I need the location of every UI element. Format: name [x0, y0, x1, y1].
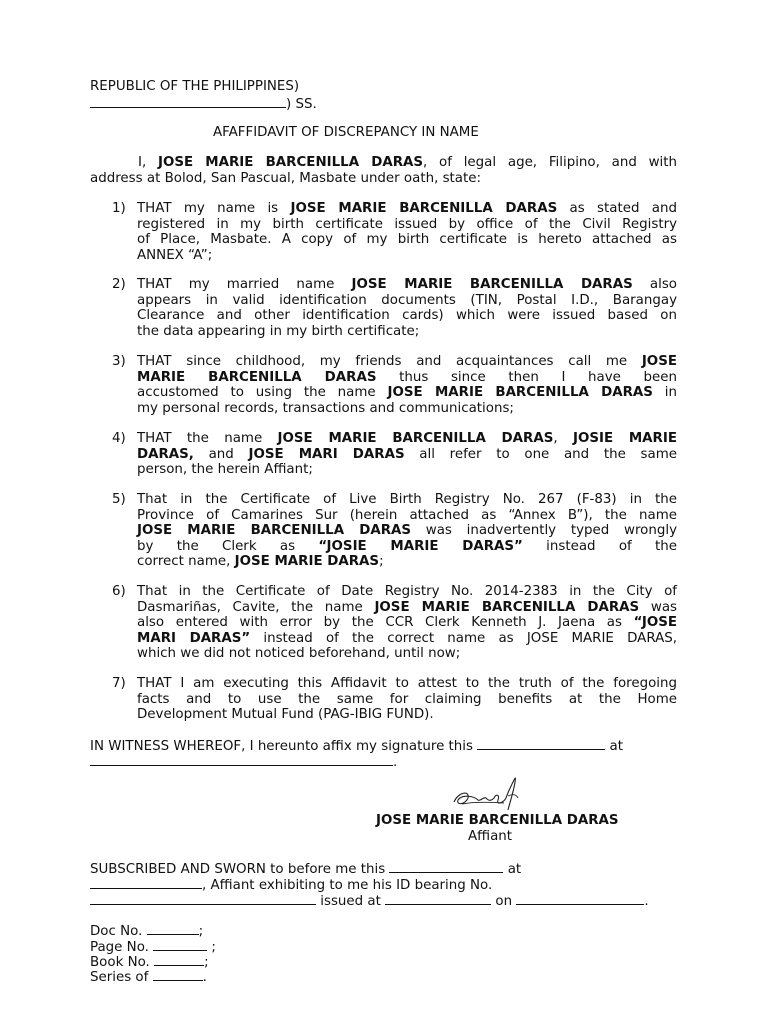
ss-line: [90, 95, 317, 113]
item-line: [137, 523, 677, 539]
item-line: [137, 462, 677, 478]
item-segment: THAT I am executing this Affidavit to attest to the truth of the foregoing: [137, 676, 677, 691]
item-segment: THAT the name: [137, 431, 278, 446]
intro-suffix: , of legal age, Filipino, and with: [423, 155, 677, 170]
book-no-label: Book No.: [90, 955, 155, 970]
witness-place-line: [90, 753, 397, 771]
sworn-line-1: [90, 860, 521, 878]
item-line: [137, 277, 677, 293]
bold-name: “JOSE: [633, 615, 677, 631]
document-title: [213, 125, 479, 141]
item-line: [137, 217, 677, 233]
item-segment: Dasmariñas, Cavite, the name: [137, 599, 375, 615]
republic-line: [90, 79, 299, 95]
affiant-role-line: [468, 829, 512, 845]
book-no-blank: [154, 953, 204, 966]
item-line: [137, 676, 677, 692]
item-segment: ;: [379, 554, 384, 570]
witness-at: at: [605, 739, 623, 754]
item-segment: all refer to one and the same: [404, 446, 677, 462]
item-segment: ANNEX “A”;: [137, 247, 213, 263]
doc-no-label: Doc No.: [90, 924, 147, 939]
bold-name: JOSE MARIE BARCENILLA DARAS: [351, 277, 633, 292]
item-segment: person, the herein Affiant;: [137, 462, 313, 478]
item-segment: in: [652, 385, 677, 401]
witness-end: .: [393, 755, 398, 770]
item-line: [137, 293, 677, 309]
intro-name: JOSE MARIE BARCENILLA DARAS: [157, 155, 424, 170]
item-segment: That in the Certificate of Live Birth Registry No. 267 (F-83) in the: [137, 492, 677, 507]
doc-no-end: ;: [198, 924, 204, 939]
item-line: [137, 401, 677, 417]
ss-text: ) SS.: [286, 97, 317, 112]
intro-line-1: [90, 155, 677, 171]
bold-name: JOSE MARIE BARCENILLA DARAS: [290, 201, 558, 216]
bold-name: JOSE MARIE BARCENILLA DARAS: [374, 599, 640, 615]
item-text: [137, 431, 677, 478]
issued-at-text: issued at: [316, 894, 386, 909]
item-line: [137, 447, 677, 463]
witness-line: [90, 737, 623, 755]
item-line: [137, 707, 677, 723]
item-segment: also: [632, 277, 677, 292]
item-segment: Province of Camarines Sur (herein attached as “Annex B”), the name: [137, 507, 677, 523]
republic-text: REPUBLIC OF THE PHILIPPINES): [90, 79, 300, 94]
item-line: [137, 370, 677, 386]
item-line: [137, 539, 677, 555]
item-line: [137, 492, 677, 508]
intro-line-2: address at Bolod, San Pascual, Masbate under oath, state:: [90, 170, 482, 186]
item-segment: Clearance and other identification cards) which were issued based on: [137, 308, 677, 324]
venue-blank: [90, 95, 286, 108]
item-segment: THAT since childhood, my friends and acquaintances call me: [137, 354, 642, 369]
sworn-id-text: , Affiant exhibiting to me his ID bearing No.: [202, 878, 493, 893]
item-text: [137, 492, 677, 570]
bold-name: MARI DARAS”: [137, 630, 251, 646]
item-segment: thus since then I have been: [376, 369, 677, 385]
sworn-end: .: [644, 894, 649, 909]
item-number: 2): [112, 277, 126, 292]
item-segment: ,: [553, 431, 573, 446]
affiant-name-line: [376, 813, 619, 829]
item-line: [137, 232, 677, 248]
series-blank: [153, 968, 203, 981]
item-segment: Development Mutual Fund (PAG-IBIG FUND).: [137, 707, 434, 723]
witness-date-blank: [477, 737, 605, 750]
item-segment: my personal records, transactions and communications;: [137, 400, 514, 416]
sworn-text: SUBSCRIBED AND SWORN to before me this: [90, 862, 386, 877]
id-number-blank: [90, 892, 316, 905]
witness-text: IN WITNESS WHEREOF, I hereunto affix my signature this: [90, 739, 473, 754]
item-line: [137, 354, 677, 370]
page-no-label: Page No.: [90, 940, 154, 955]
item-number: 7): [112, 676, 126, 691]
item-number: 3): [112, 354, 126, 369]
item-text: [137, 584, 677, 662]
item-line: [137, 248, 677, 264]
sworn-date-blank: [389, 860, 503, 873]
item-text: [137, 277, 677, 339]
item-line: [137, 554, 677, 570]
item-segment: which we did not noticed beforehand, until now;: [137, 646, 461, 662]
bold-name: JOSE: [641, 354, 677, 369]
bold-name: DARAS,: [137, 446, 194, 462]
item-line: [137, 431, 677, 447]
bold-name: MARIE BARCENILLA DARAS: [137, 369, 377, 385]
series-label: Series of: [90, 970, 153, 985]
bold-name: JOSE MARIE BARCENILLA DARAS: [277, 431, 554, 446]
item-segment: also entered with error by the CCR Clerk Kenneth J. Jaena as: [137, 615, 634, 631]
notary-doc-line: [90, 922, 203, 940]
title-text: AFAFFIDAVIT OF DISCREPANCY IN NAME: [213, 125, 479, 140]
item-number: 6): [112, 584, 126, 599]
item-line: [137, 201, 677, 217]
bold-name: JOSIE MARIE: [572, 431, 677, 446]
affiant-role: Affiant: [468, 829, 513, 844]
item-segment: by the Clerk as: [137, 538, 319, 554]
item-segment: the data appearing in my birth certificate;: [137, 323, 420, 339]
item-segment: instead of the correct name as JOSE MARIE DARAS,: [250, 630, 678, 646]
page-no-end: ;: [207, 940, 216, 955]
book-no-end: ;: [204, 955, 209, 970]
issued-date-blank: [516, 892, 644, 905]
witness-place-blank: [90, 753, 393, 766]
item-segment: That in the Certificate of Date Registry No. 2014-2383 in the City of: [137, 584, 677, 599]
item-segment: THAT my married name: [137, 277, 352, 292]
series-end: .: [202, 970, 207, 985]
bold-name: JOSE MARIE BARCENILLA DARAS: [137, 523, 412, 539]
item-segment: of Place, Masbate. A copy of my birth certificate is hereto attached as: [137, 232, 677, 248]
item-segment: correct name,: [137, 554, 235, 570]
item-segment: accustomed to using the name: [137, 385, 388, 401]
item-line: [137, 631, 677, 647]
bold-name: “JOSIE MARIE DARAS”: [318, 538, 523, 554]
item-line: [137, 308, 677, 324]
item-segment: was: [639, 599, 677, 615]
sworn-line-2: [90, 876, 492, 894]
item-line: [137, 646, 677, 662]
item-segment: as stated and: [557, 201, 677, 216]
item-text: [137, 201, 677, 263]
item-text: [137, 676, 677, 723]
item-line: [137, 692, 677, 708]
item-number: 5): [112, 492, 126, 507]
notary-series-line: [90, 968, 207, 986]
affiant-signature: [448, 772, 528, 818]
bold-name: JOSE MARI DARAS: [248, 446, 405, 462]
item-segment: THAT my name is: [137, 201, 291, 216]
sworn-at: at: [503, 862, 522, 877]
item-text: [137, 354, 677, 416]
on-text: on: [491, 894, 517, 909]
item-segment: registered in my birth certificate issued by office of the Civil Registry: [137, 216, 677, 232]
issued-place-blank: [385, 892, 491, 905]
doc-no-blank: [147, 922, 199, 935]
item-line: [137, 584, 677, 600]
sworn-line-3: [90, 892, 649, 910]
item-line: [137, 600, 677, 616]
item-line: [137, 508, 677, 524]
item-line: [137, 615, 677, 631]
item-segment: instead of the: [522, 538, 678, 554]
intro-paragraph: [90, 155, 677, 186]
affiant-name: JOSE MARIE BARCENILLA DARAS: [376, 813, 619, 828]
bold-name: JOSE MARIE DARAS: [234, 554, 380, 570]
intro-prefix: I,: [138, 155, 158, 170]
item-line: [137, 385, 677, 401]
item-segment: was inadvertently typed wrongly: [411, 523, 677, 539]
item-segment: appears in valid identification documents (TIN, Postal I.D., Barangay: [137, 292, 677, 308]
item-segment: facts and to use the same for claiming benefits at the Home: [137, 691, 677, 707]
item-segment: and: [193, 446, 249, 462]
item-line: [137, 324, 677, 340]
item-number: 4): [112, 431, 126, 446]
item-number: 1): [112, 201, 126, 216]
page-no-blank: [153, 938, 207, 951]
bold-name: JOSE MARIE BARCENILLA DARAS: [387, 385, 653, 401]
sworn-place-blank: [90, 876, 202, 889]
